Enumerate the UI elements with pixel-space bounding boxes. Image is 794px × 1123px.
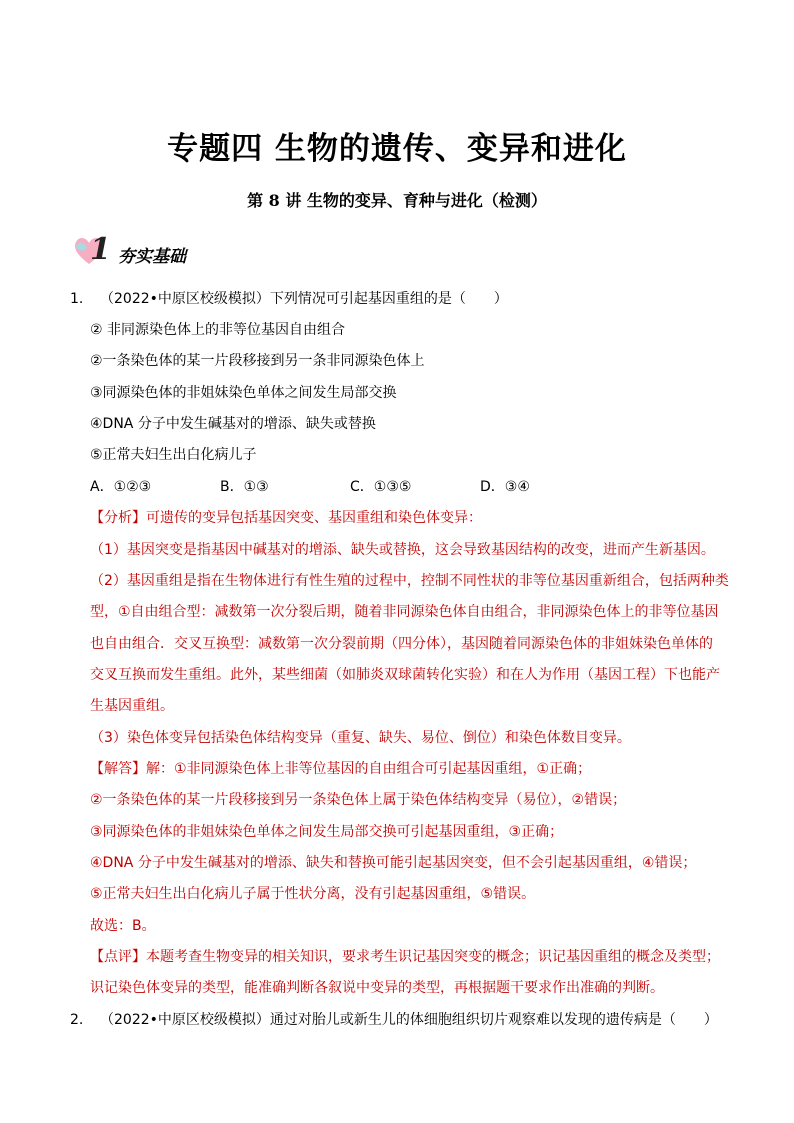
- question-number: 1.: [70, 291, 84, 307]
- statement-item: ④DNA 分子中发生碱基对的增添、缺失或替换: [90, 416, 376, 432]
- answer-choice: 故选：B。: [90, 918, 156, 934]
- statement-item: ②一条染色体的某一片段移接到另一条非同源染色体上: [90, 353, 425, 369]
- answer-line: ③同源染色体的非姐妹染色单体之间发生局部交换可引起基因重组，③正确；: [90, 824, 564, 840]
- answer-line: 【解答】解：①非同源染色体上非等位基因的自由组合可引起基因重组，①正确；: [90, 761, 592, 777]
- comment-line: 识记染色体变异的类型，能准确判断各叙说中变异的类型，再根据题干要求作出准确的判断。: [90, 980, 664, 996]
- question-1-stem: [70, 289, 508, 309]
- answer-line: ⑤正常夫妇生出白化病儿子属于性状分离，没有引起基因重组，⑤错误。: [90, 886, 536, 902]
- page-title: 专题四 生物的遗传、变异和进化: [167, 131, 627, 167]
- section-number: 1: [90, 232, 111, 267]
- question-text: （2022•中原区校级模拟）通过对胎儿或新生儿的体细胞组织切片观察难以发现的遗传病是（ ）: [100, 1012, 718, 1028]
- statement-item: ⑤正常夫妇生出白化病儿子: [90, 447, 257, 463]
- question-2-stem: [70, 1010, 718, 1030]
- option-d: D．③④: [480, 479, 530, 495]
- section-label: 夯实基础: [118, 247, 186, 267]
- question-number: 2.: [70, 1012, 84, 1028]
- page-subtitle: 第 8 讲 生物的变异、育种与进化（检测）: [247, 191, 547, 210]
- analysis-line: 型，①自由组合型：减数第一次分裂后期，随着非同源染色体自由组合，非同源染色体上的非等位基因: [90, 604, 719, 620]
- analysis-line: 也自由组合．交叉互换型：减数第一次分裂前期（四分体），基因随着同源染色体的非姐妹染色单体的: [90, 636, 713, 652]
- analysis-line: 【分析】可遗传的变异包括基因突变、基因重组和染色体变异：: [90, 510, 482, 526]
- analysis-line: （3）染色体变异包括染色体结构变异（重复、缺失、易位、倒位）和染色体数目变异。: [90, 730, 631, 746]
- comment-line: 【点评】本题考查生物变异的相关知识，要求考生识记基因突变的概念；识记基因重组的概念及类型；: [90, 949, 720, 965]
- analysis-line: （1）基因突变是指基因中碱基对的增添、缺失或替换，这会导致基因结构的改变，进而产生新基因。: [90, 542, 715, 558]
- option-c: C．①③⑤: [350, 479, 412, 495]
- option-b: B．①③: [220, 479, 269, 495]
- question-text: （2022•中原区校级模拟）下列情况可引起基因重组的是（ ）: [100, 291, 508, 307]
- statement-item: ② 非同源染色体上的非等位基因自由组合: [90, 322, 345, 338]
- section-heading: [72, 232, 272, 272]
- analysis-line: 生基因重组。: [90, 698, 174, 714]
- analysis-line: 交叉互换而发生重组。此外，某些细菌（如肺炎双球菌转化实验）和在人为作用（基因工程）下也能产: [90, 667, 720, 683]
- answer-line: ④DNA 分子中发生碱基对的增添、缺失和替换可能引起基因突变，但不会引起基因重组，④错误；: [90, 855, 697, 871]
- statement-item: ③同源染色体的非姐妹染色单体之间发生局部交换: [90, 385, 397, 401]
- answer-line: ②一条染色体的某一片段移接到另一条染色体上属于染色体结构变异（易位），②错误；: [90, 792, 627, 808]
- option-a: A．①②③: [90, 479, 152, 495]
- answer-options: [90, 477, 610, 497]
- analysis-line: （2）基因重组是指在生物体进行有性生殖的过程中，控制不同性状的非等位基因重新组合，包括两种类: [90, 573, 729, 589]
